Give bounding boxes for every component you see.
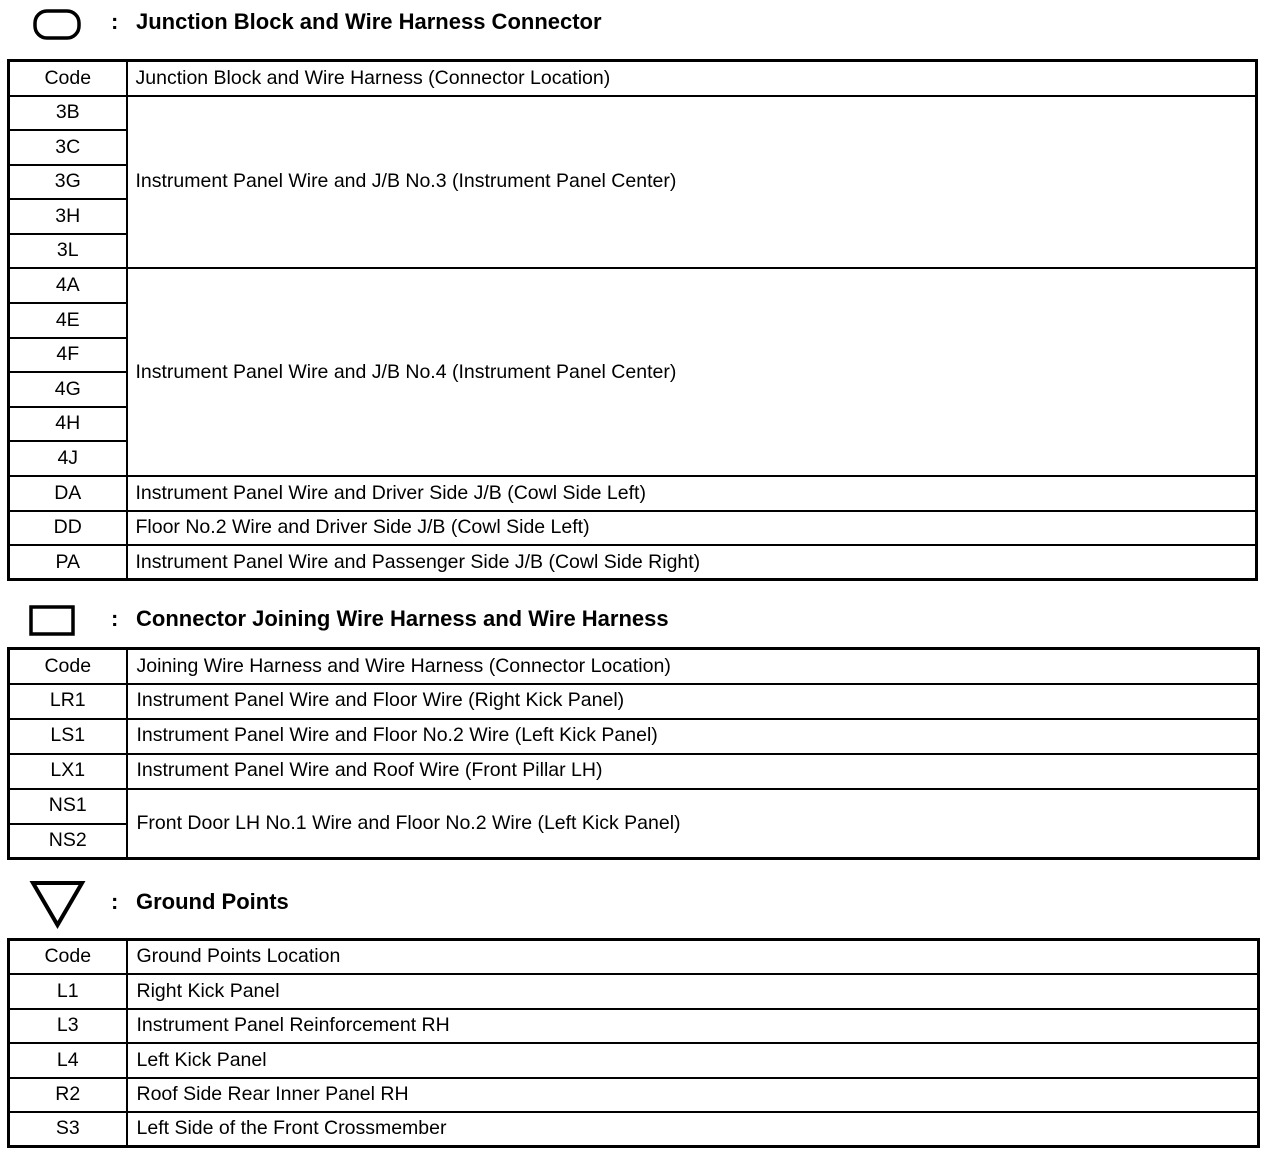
connector-code: LR1 [9, 684, 127, 719]
location-column-header: Joining Wire Harness and Wire Harness (Connector Location) [127, 649, 1259, 684]
ground-code: S3 [9, 1112, 127, 1147]
connector-location: Instrument Panel Wire and J/B No.3 (Instrument Panel Center) [127, 96, 1257, 269]
connector-code: 3L [9, 234, 127, 269]
joining-connector-table [7, 647, 1260, 860]
connector-code: DA [9, 476, 127, 511]
table-row [9, 476, 1257, 511]
connector-code: LS1 [9, 719, 127, 754]
ground-triangle-icon [29, 880, 89, 930]
ground-location: Left Kick Panel [127, 1043, 1259, 1078]
ground-code: L1 [9, 974, 127, 1009]
code-column-header: Code [9, 61, 127, 96]
section-ground-points-header [0, 880, 1280, 920]
table-header-row [9, 649, 1259, 684]
ground-location: Right Kick Panel [127, 974, 1259, 1009]
connector-code: 4G [9, 372, 127, 407]
ground-code: R2 [9, 1078, 127, 1113]
colon-separator: : [111, 606, 119, 631]
connector-code: 3H [9, 199, 127, 234]
location-column-header: Junction Block and Wire Harness (Connector Location) [127, 61, 1257, 96]
table-row [9, 96, 1257, 131]
ground-location: Instrument Panel Reinforcement RH [127, 1009, 1259, 1044]
table-row [9, 1043, 1259, 1078]
connector-code: 4A [9, 268, 127, 303]
connector-code: 3B [9, 96, 127, 131]
section-junction-block-header [0, 0, 1280, 40]
section-joining-connector-header [0, 596, 1280, 636]
connector-code: NS2 [9, 824, 127, 859]
connector-code: 3G [9, 165, 127, 200]
connector-code: 4E [9, 303, 127, 338]
table-row [9, 974, 1259, 1009]
table-row [9, 1009, 1259, 1044]
ground-code: L4 [9, 1043, 127, 1078]
table-header-row [9, 61, 1257, 96]
section-title: Junction Block and Wire Harness Connector [136, 9, 602, 34]
connector-location: Instrument Panel Wire and Floor Wire (Right Kick Panel) [127, 684, 1259, 719]
connector-code: DD [9, 511, 127, 546]
connector-code: 4F [9, 338, 127, 373]
connector-code: 4H [9, 407, 127, 442]
code-column-header: Code [9, 649, 127, 684]
connector-location: Instrument Panel Wire and Passenger Side J/B (Cowl Side Right) [127, 545, 1257, 580]
connector-location: Floor No.2 Wire and Driver Side J/B (Cowl Side Left) [127, 511, 1257, 546]
connector-code: NS1 [9, 789, 127, 824]
table-row [9, 1078, 1259, 1113]
connector-location: Instrument Panel Wire and Driver Side J/B (Cowl Side Left) [127, 476, 1257, 511]
ground-location: Roof Side Rear Inner Panel RH [127, 1078, 1259, 1113]
ground-code: L3 [9, 1009, 127, 1044]
ground-location: Left Side of the Front Crossmember [127, 1112, 1259, 1147]
table-row [9, 545, 1257, 580]
section-title: Ground Points [136, 889, 289, 914]
table-row [9, 684, 1259, 719]
connector-code: 3C [9, 130, 127, 165]
connector-location: Front Door LH No.1 Wire and Floor No.2 Wire (Left Kick Panel) [127, 789, 1259, 859]
connector-code: PA [9, 545, 127, 580]
connector-code: LX1 [9, 754, 127, 789]
junction-block-table [7, 59, 1258, 581]
code-column-header: Code [9, 940, 127, 975]
table-header-row [9, 940, 1259, 975]
table-row [9, 1112, 1259, 1147]
rounded-rectangle-icon [33, 9, 81, 41]
table-row [9, 511, 1257, 546]
connector-location: Instrument Panel Wire and J/B No.4 (Instrument Panel Center) [127, 268, 1257, 476]
location-column-header: Ground Points Location [127, 940, 1259, 975]
connector-code: 4J [9, 441, 127, 476]
connector-location: Instrument Panel Wire and Floor No.2 Wire (Left Kick Panel) [127, 719, 1259, 754]
section-title: Connector Joining Wire Harness and Wire Harness [136, 606, 669, 631]
colon-separator: : [111, 889, 119, 914]
ground-points-table [7, 938, 1260, 1148]
table-row [9, 268, 1257, 303]
table-row [9, 719, 1259, 754]
rectangle-icon [29, 605, 77, 637]
table-row [9, 754, 1259, 789]
connector-location: Instrument Panel Wire and Roof Wire (Front Pillar LH) [127, 754, 1259, 789]
table-row [9, 789, 1259, 824]
colon-separator: : [111, 9, 119, 34]
